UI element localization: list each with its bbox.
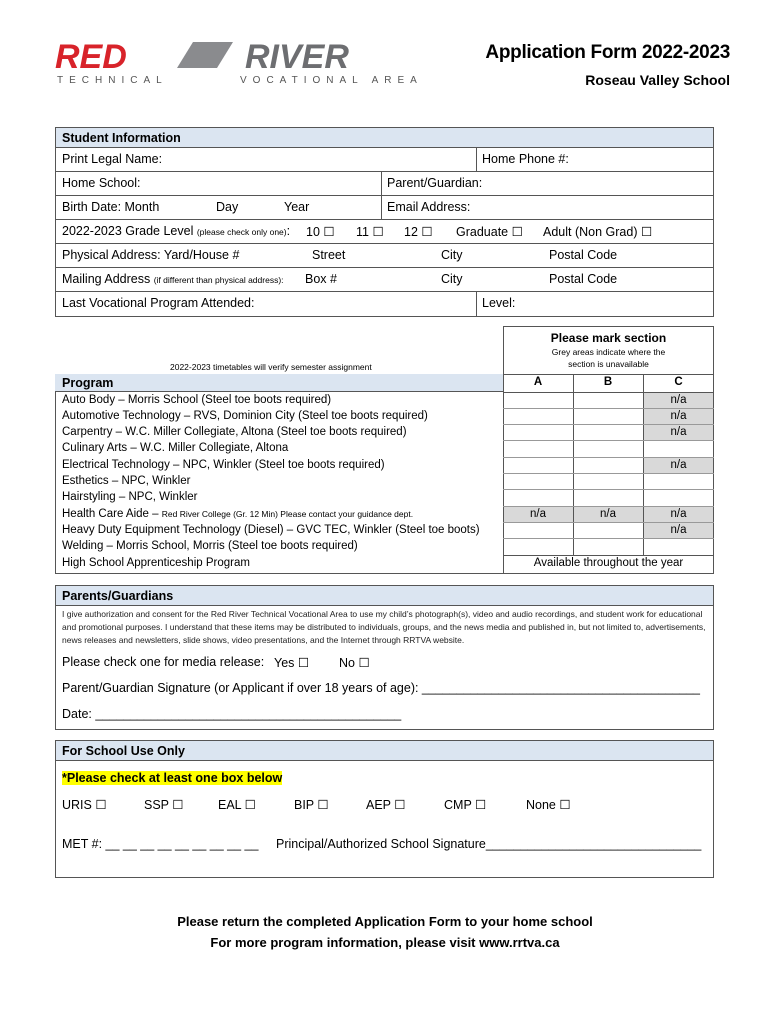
level-label: Level: (482, 296, 516, 310)
na-cell: n/a (600, 508, 616, 520)
return-instruction: Please return the completed Application Form to your home school (177, 914, 593, 929)
column-a-heading: A (533, 376, 543, 388)
parents-guardians-section (55, 585, 714, 730)
program-info-line: For more program information, please visit www.rrtva.ca (210, 935, 560, 950)
principal-signature-line[interactable]: Principal/Authorized School Signature_______________________________ (276, 837, 702, 851)
birth-year-label: Year (284, 200, 310, 214)
logo-red-text: RED (55, 38, 127, 76)
mailing-address-row[interactable] (56, 268, 713, 292)
na-cell: n/a (670, 426, 687, 438)
school-use-section (55, 740, 714, 878)
media-release-label: Please check one for media release: (62, 655, 265, 669)
physical-address-label: Physical Address: Yard/House # (62, 248, 240, 262)
red-river-logo (55, 38, 435, 88)
home-phone-label: Home Phone #: (482, 152, 569, 166)
bip-checkbox[interactable]: BIP ☐ (294, 798, 329, 812)
program-heading: Program (62, 376, 114, 390)
consent-paragraph: I give authorization and consent for the Red River Technical Vocational Area to use my child’s photograph(s), video and audio recordings, and student work for educational and promotional purposes. I understand that these items may be distributed to individuals, groups, and the news media and published in, but not limited to, advertisements, news releases and newsletters, slide shows, video presentations, and the Internet through RRTVA website. (62, 609, 706, 645)
mailing-address-label: Mailing Address (if different than physical address): (62, 272, 284, 286)
city-label: City (441, 248, 463, 262)
logo-technical-text: TECHNICAL (57, 75, 168, 86)
date-line[interactable]: Date: ____________________________________________ (62, 707, 402, 721)
met-number-field[interactable]: MET #: __ __ __ __ __ __ __ __ __ (62, 837, 259, 851)
grey-note-line-1: Grey areas indicate where the (551, 347, 666, 357)
program-row-apprenticeship: High School Apprenticeship Program (62, 557, 250, 569)
na-cell: n/a (670, 508, 687, 520)
physical-address-row[interactable] (56, 244, 713, 268)
email-label: Email Address: (387, 200, 471, 214)
legal-name-label: Print Legal Name: (62, 152, 163, 166)
student-information-section (55, 127, 714, 317)
home-school-row[interactable] (56, 172, 713, 196)
home-school-label: Home School: (62, 176, 141, 190)
birth-month-label: Birth Date: Month (62, 200, 160, 214)
parents-guardians-heading: Parents/Guardians (56, 586, 713, 606)
health-care-note: Red River College (Gr. 12 Min) Please contact your guidance dept. (161, 509, 414, 519)
na-cell: n/a (670, 459, 687, 471)
mark-section-heading: Please mark section (550, 331, 667, 345)
cmp-checkbox[interactable]: CMP ☐ (444, 798, 487, 812)
guardian-signature-line[interactable]: Parent/Guardian Signature (or Applicant if over 18 years of age): ________________________________________ (62, 681, 701, 695)
birth-date-row[interactable] (56, 196, 713, 220)
logo-vocational-text: VOCATIONAL AREA (240, 75, 423, 86)
grey-note-line-2: section is unavailable (568, 359, 649, 369)
page-title: Application Form 2022-2023 (485, 42, 730, 63)
street-label: Street (312, 248, 346, 262)
parent-guardian-label: Parent/Guardian: (387, 176, 483, 190)
student-information-heading: Student Information (56, 128, 713, 148)
section-a-cell[interactable] (504, 393, 573, 408)
mailing-postal-code-label: Postal Code (549, 272, 618, 286)
last-program-row[interactable] (56, 292, 713, 316)
mailing-city-label: City (441, 272, 463, 286)
column-c-heading: C (674, 376, 683, 388)
available-note: Available throughout the year (533, 557, 684, 569)
ssp-checkbox[interactable]: SSP ☐ (144, 798, 184, 812)
adult-checkbox[interactable]: Adult (Non Grad) ☐ (543, 225, 653, 239)
program-row-esthetics: Esthetics – NPC, Winkler (62, 475, 191, 487)
column-b-heading: B (603, 376, 613, 388)
na-cell: n/a (670, 394, 687, 406)
grade-12-checkbox[interactable]: 12 ☐ (404, 225, 433, 239)
na-cell: n/a (530, 508, 546, 520)
program-row-automotive: Automotive Technology – RVS, Dominion City (Steel toe boots required) (62, 410, 428, 422)
birth-day-label: Day (216, 200, 239, 214)
grade-level-row[interactable] (56, 220, 713, 244)
media-release-row (56, 655, 713, 681)
box-label: Box # (305, 272, 337, 286)
last-program-label: Last Vocational Program Attended: (62, 296, 255, 310)
eal-checkbox[interactable]: EAL ☐ (218, 798, 256, 812)
timetable-note: 2022-2023 timetables will verify semester assignment (170, 362, 372, 372)
aep-checkbox[interactable]: AEP ☐ (366, 798, 406, 812)
program-row-hairstyling: Hairstyling – NPC, Winkler (62, 491, 198, 503)
logo-swoosh-icon (177, 42, 233, 68)
school-name: Roseau Valley School (585, 72, 730, 88)
program-row-health-care: Health Care Aide – Red River College (Gr. 12 Min) Please contact your guidance dept. (62, 508, 414, 520)
graduate-checkbox[interactable]: Graduate ☐ (456, 225, 523, 239)
program-row-culinary: Culinary Arts – W.C. Miller Collegiate, Altona (62, 442, 289, 454)
grade-11-checkbox[interactable]: 11 ☐ (356, 225, 384, 239)
section-b-cell[interactable] (574, 393, 643, 408)
school-use-heading: For School Use Only (56, 741, 713, 761)
na-cell: n/a (670, 524, 687, 536)
program-row-auto-body: Auto Body – Morris School (Steel toe boots required) (62, 394, 332, 406)
uris-checkbox[interactable]: URIS ☐ (62, 798, 107, 812)
media-yes-checkbox[interactable]: Yes ☐ (274, 656, 310, 670)
program-row-heavy-duty: Heavy Duty Equipment Technology (Diesel) – GVC TEC, Winkler (Steel toe boots) (62, 524, 480, 536)
media-no-checkbox[interactable]: No ☐ (339, 656, 370, 670)
logo-river-text: RIVER (245, 38, 349, 76)
na-cell: n/a (670, 410, 687, 422)
check-instruction: *Please check at least one box below (62, 771, 283, 785)
program-row-electrical: Electrical Technology – NPC, Winkler (Steel toe boots required) (62, 459, 385, 471)
grade-level-label: 2022-2023 Grade Level (please check only one): (62, 224, 291, 238)
program-row-welding: Welding – Morris School, Morris (Steel toe boots required) (62, 540, 358, 552)
grade-10-checkbox[interactable]: 10 ☐ (306, 225, 335, 239)
none-checkbox[interactable]: None ☐ (526, 798, 571, 812)
legal-name-row[interactable] (56, 148, 713, 172)
postal-code-label: Postal Code (549, 248, 618, 262)
program-row-carpentry: Carpentry – W.C. Miller Collegiate, Altona (Steel toe boots required) (62, 426, 407, 438)
